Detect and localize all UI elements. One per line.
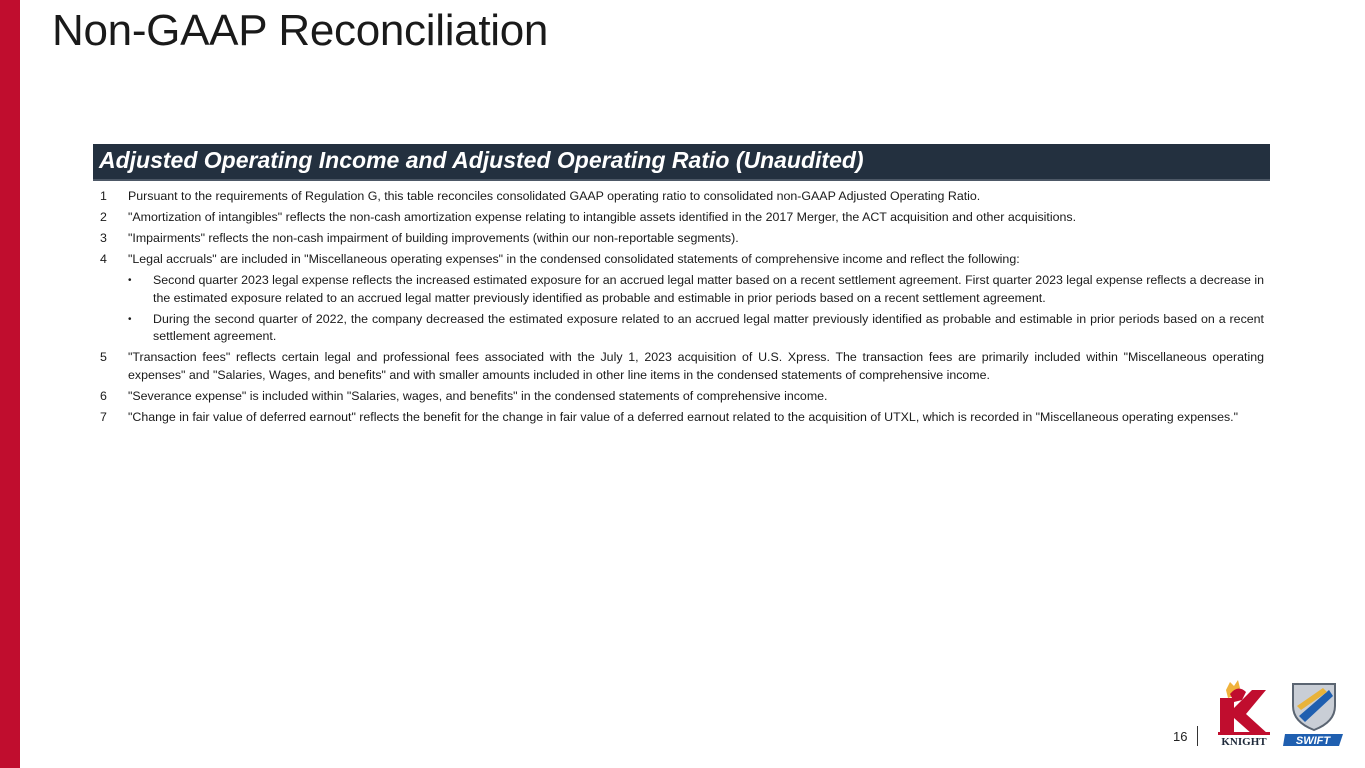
footnote-3 — [100, 230, 1264, 247]
swift-logo — [1283, 676, 1345, 748]
footnote-7 — [100, 409, 1264, 426]
footnote-number: 6 — [100, 388, 107, 403]
page-title: Non-GAAP Reconciliation — [52, 6, 549, 55]
page-number: 16 — [1173, 729, 1188, 744]
knight-horse-icon — [1218, 680, 1270, 735]
footnote-number: 5 — [100, 350, 107, 365]
left-accent-bar — [0, 0, 20, 768]
footnote-text: "Severance expense" is included within "Salaries, wages, and benefits" in the condensed statements of comprehensive income. — [128, 388, 828, 403]
footnote-2 — [100, 209, 1264, 226]
page-number-divider — [1197, 726, 1198, 746]
bullet-marker: • — [128, 313, 132, 325]
bullet-text: Second quarter 2023 legal expense reflects the increased estimated exposure for an accrued legal matter based on a recent settlement agreement. First quarter 2023 legal expense reflects a decrease in the estimated exposure related to an accrued legal matter previously identified as probable and estimable in prior periods based on a recent settlement agreement. — [153, 273, 1264, 305]
bullet-text: During the second quarter of 2022, the company decreased the estimated exposure related to an accrued legal matter previously identified as probable and estimable in prior periods based on a recent settlement agreement. — [153, 311, 1264, 344]
section-header-text: Adjusted Operating Income and Adjusted Operating Ratio (Unaudited) — [99, 147, 864, 173]
footnote-5 — [100, 349, 1264, 384]
footnote-number: 7 — [100, 409, 107, 424]
footnote-4-bullet-1 — [100, 272, 1264, 307]
swift-wordmark-badge — [1283, 734, 1343, 747]
footnote-6 — [100, 388, 1264, 405]
footnote-number: 4 — [100, 252, 107, 267]
footnote-4 — [100, 251, 1264, 268]
footnote-text: Pursuant to the requirements of Regulation G, this table reconciles consolidated GAAP operating ratio to consolidated non-GAAP Adjusted Operating Ratio. — [128, 189, 981, 203]
knight-logo — [1212, 672, 1276, 750]
swift-wordmark: SWIFT — [1295, 735, 1331, 747]
footnote-4-bullet-2 — [100, 311, 1264, 346]
footnote-number: 2 — [100, 210, 107, 225]
footnote-text: "Transaction fees" reflects certain legal and professional fees associated with the July 1, 2023 acquisition of U.S. Xpress. The transaction fees are primarily included within "Miscellaneous operating expenses" and "Salaries, Wages, and benefits" and with smaller amounts included in other line items in the condensed statements of comprehensive income. — [128, 350, 1264, 382]
bullet-marker: • — [128, 275, 132, 287]
footnote-text: "Change in fair value of deferred earnout" reflects the benefit for the change in fair value of a deferred earnout related to the acquisition of UTXL, which is recorded in "Miscellaneous operating expenses." — [128, 409, 1238, 424]
footnote-text: "Amortization of intangibles" reflects the non-cash amortization expense relating to intangible assets identified in the 2017 Merger, the ACT acquisition and other acquisitions. — [128, 210, 1077, 225]
footnote-1 — [100, 188, 1264, 205]
footnote-number: 3 — [100, 231, 107, 246]
section-header — [93, 144, 1270, 181]
footnote-number: 1 — [100, 189, 107, 203]
knight-wordmark: KNIGHT — [1221, 736, 1267, 748]
swift-shield-icon — [1293, 684, 1335, 730]
footnote-text: "Impairments" reflects the non-cash impairment of building improvements (within our non-reportable segments). — [128, 231, 739, 246]
footnotes-list — [100, 188, 1264, 430]
footnote-text: "Legal accruals" are included in "Miscellaneous operating expenses" in the condensed consolidated statements of comprehensive income and reflect the following: — [128, 252, 1020, 267]
